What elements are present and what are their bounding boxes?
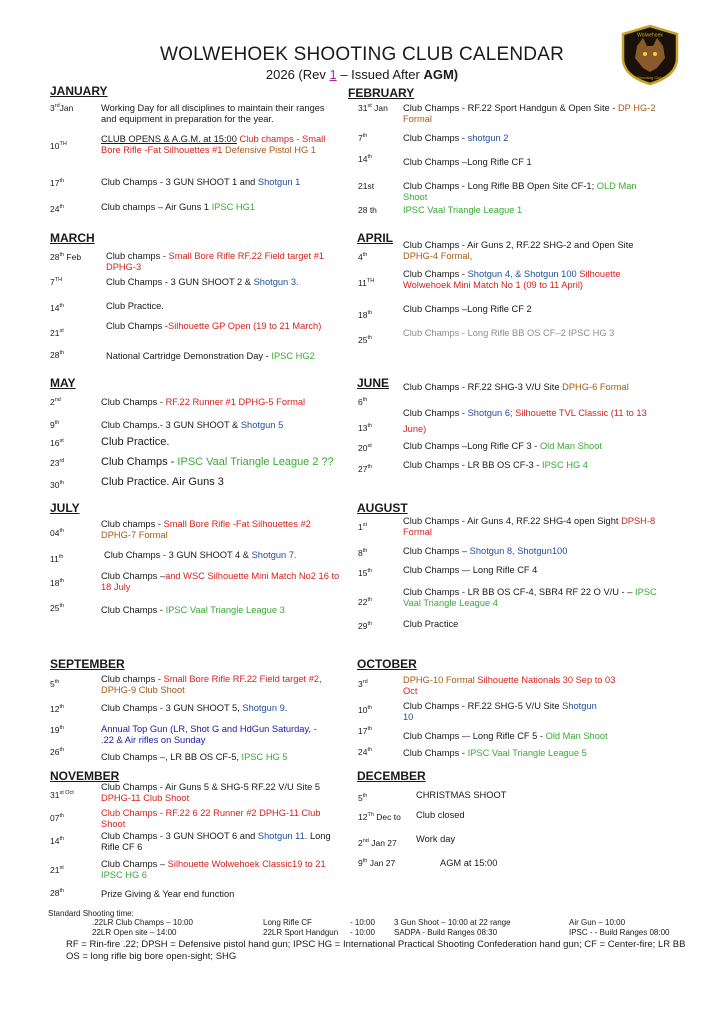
event-text: Club Champs - RF.22 SHG-3 V/U Site DPHG-6 Formal: [403, 382, 629, 392]
event-text: Club Champs - 3 GUN SHOOT 5, Shotgun 9.: [101, 703, 288, 713]
event-text: DPHG-10 Formal Silhouette Nationals 30 Sep to 03 Oct: [403, 675, 616, 696]
event-text: Annual Top Gun (LR, Shot G and HdGun Saturday, - .22 & Air rifles on Sunday: [101, 724, 317, 745]
event-text: Club champs - Small Bore Rifle RF.22 Field target #2, DPHG-9 Club Shoot: [101, 674, 322, 695]
event-text: Prize Giving & Year end function: [101, 889, 235, 899]
footer-time: - 10:00: [350, 918, 375, 927]
subtitle-rev: 1: [329, 67, 337, 82]
event-text: Club Champs - Long Rifle BB OS CF–2 IPSC HG 3: [403, 328, 615, 338]
date: 11TH: [358, 278, 375, 288]
date: 27th: [358, 464, 373, 474]
date: 15th: [358, 568, 373, 578]
date: 12th: [50, 704, 65, 714]
footer-time: 22LR Open site – 14:00: [92, 928, 177, 937]
subtitle-issued: – Issued After: [336, 67, 424, 82]
footer-time: Long Rifle CF: [263, 918, 312, 927]
event-text: Club Champs – Silhouette Wolwehoek Classic19 to 21 IPSC HG 6: [101, 859, 326, 880]
date: 2nd: [50, 397, 61, 407]
month-july: JULY: [50, 501, 80, 515]
event-text: Club champs - Small Bore Rifle -Fat Silhouettes #2 DPHG-7 Formal: [101, 519, 311, 540]
footer-time: - 10:00: [350, 928, 375, 937]
event-text: Club Champs - IPSC Vaal Triangle League 2 ??: [101, 456, 334, 468]
event-text: Club Champs - RF.22 Runner #1 DPHG-5 Formal: [101, 397, 306, 407]
date: 18th: [50, 578, 65, 588]
date: 16st: [50, 438, 64, 448]
event-text: Club Champs –Long Rifle CF 2: [403, 304, 532, 314]
date: 5th: [50, 679, 60, 689]
logo-text-top: Wolwehoek: [637, 32, 663, 39]
month-april: APRIL: [357, 231, 393, 245]
date: 7th: [358, 133, 368, 143]
footer-time: SADPA - Build Ranges 08:30: [394, 928, 498, 937]
logo-text-bottom: Shooting Club: [637, 75, 663, 80]
date: 9th Jan 27: [358, 858, 396, 868]
date: 31st Jan: [358, 103, 388, 113]
event-text: Club Champs –and WSC Silhouette Mini Match No2 16 to 18 July: [101, 571, 340, 592]
month-december: DECEMBER: [357, 769, 426, 783]
event-text: Club Champs - Long Rifle BB Open Site CF-1; OLD Man Shoot: [403, 181, 637, 202]
event-text: Club Champs –- Long Rifle CF 5 - Old Man Shoot: [403, 731, 608, 741]
event-text: Club Champs -Silhouette GP Open (19 to 21 March): [106, 321, 322, 331]
event-text: Club Champs –- Long Rifle CF 4: [403, 565, 538, 575]
event-text: Club Champs - 3 GUN SHOOT 6 and Shotgun 11. Long Rifle CF 6: [101, 831, 331, 852]
month-january: JANUARY: [50, 84, 108, 98]
month-june: JUNE: [357, 376, 390, 390]
subtitle-year: 2026 (Rev: [265, 67, 326, 82]
date: 3rdJan: [50, 103, 74, 113]
page-title: WOLWEHOEK SHOOTING CLUB CALENDAR: [159, 44, 565, 65]
month-march: MARCH: [50, 231, 95, 245]
date: 24th: [358, 747, 373, 757]
event-text: Club Champs - 3 GUN SHOOT 2 & Shotgun 3.: [106, 277, 299, 287]
date: 18th: [358, 310, 373, 320]
date: 24th: [50, 204, 65, 214]
event-text: Club Champs - 3 GUN SHOOT 4 & Shotgun 7.: [104, 550, 297, 560]
event-text: Club Champs – Shotgun 8, Shotgun100: [403, 546, 568, 556]
event-text: Club Champs - RF.22 SHG-5 V/U Site Shotgun 10: [403, 701, 597, 722]
event-text: Club Practice: [403, 619, 459, 629]
date: 2nd Jan 27: [358, 838, 397, 848]
event-text: Club champs - Small Bore Rifle RF.22 Field target #1 DPHG-3: [106, 251, 325, 272]
club-logo: [619, 24, 681, 86]
date: 29th: [358, 621, 373, 631]
date: 19th: [50, 725, 65, 735]
event-text: Working Day for all disciplines to maintain their ranges and equipment in preparation for the year.: [101, 103, 325, 124]
event-text: Club Champs - 3 GUN SHOOT 1 and Shotgun 1: [101, 177, 301, 187]
month-august: AUGUST: [357, 501, 408, 515]
month-may: MAY: [50, 376, 76, 390]
date: 17th: [358, 726, 373, 736]
event-text: Club Champs - LR BB OS CF-4, SBR4 RF 22 O V/U - – IPSC Vaal Triangle League 4: [403, 587, 657, 608]
event-text: Club Champs - IPSC Vaal Triangle League 3: [101, 605, 285, 615]
footer-time: IPSC - - Build Ranges 08:00: [569, 928, 670, 937]
date: 21st: [50, 328, 64, 338]
event-text: Club Champs - IPSC Vaal Triangle League 5: [403, 748, 587, 758]
event-text: Work day: [416, 834, 456, 844]
date: 22th: [358, 597, 373, 607]
event-text: CHRISTMAS SHOOT: [416, 790, 507, 800]
date: 25th: [358, 335, 373, 345]
event-text: IPSC Vaal Triangle League 1: [403, 205, 523, 215]
date: 9th: [50, 420, 60, 430]
event-text: Club Champs - RF.22 Sport Handgun & Open Site - DP HG-2 Formal: [403, 103, 656, 124]
date: 12Th Dec to: [358, 812, 401, 822]
event-text: National Cartridge Demonstration Day - IPSC HG2: [106, 351, 315, 361]
month-february: FEBRUARY: [348, 86, 415, 100]
date: 26th: [50, 747, 65, 757]
date: 30th: [50, 480, 65, 490]
event-text: Club Champs –Long Rifle CF 1: [403, 157, 532, 167]
date: 28th: [50, 888, 65, 898]
footer-time: .22LR Club Champs – 10:00: [92, 918, 193, 927]
event-text: Club Champs –Long Rifle CF 3 - Old Man Shoot: [403, 441, 602, 451]
month-october: OCTOBER: [357, 657, 417, 671]
footer-heading: Standard Shooting time:: [48, 909, 134, 918]
event-text: Club Champs - shotgun 2: [403, 133, 509, 143]
footer-time: 22LR Sport Handgun: [263, 928, 339, 937]
event-text: AGM at 15:00: [440, 858, 498, 868]
footer-time: Air Gun – 10:00: [569, 918, 626, 927]
event-text: Club Practice. Air Guns 3: [101, 476, 224, 488]
event-text: Club closed: [416, 810, 465, 820]
event-text: Club Champs - RF.22 6 22 Runner #2 DPHG-11 Club Shoot: [101, 808, 321, 829]
event-text: Club Champs.- 3 GUN SHOOT & Shotgun 5: [101, 420, 284, 430]
date: 1st: [358, 522, 368, 532]
event-text: Club Champs - LR BB OS CF-3 - IPSC HG 4: [403, 460, 588, 470]
date: 11th: [50, 554, 64, 564]
date: $31^{st Oct}$: [50, 790, 74, 800]
date: 8th: [358, 548, 368, 558]
date: 5th: [358, 793, 368, 803]
date: 28th Feb: [50, 252, 82, 262]
date: 20st: [358, 443, 372, 453]
event-text: Club Champs - Air Guns 5 & SHG-5 RF.22 V/U Site 5 DPHG-11 Club Shoot: [101, 782, 321, 803]
date: 04th: [50, 528, 65, 538]
date: 28 th: [358, 205, 377, 215]
event-text: Club Champs - Shotgun 4, & Shotgun 100 Silhouette Wolwehoek Mini Match No 1 (09 to 11 April): [403, 269, 621, 290]
date: 13th: [358, 423, 373, 433]
date: 14th: [50, 836, 65, 846]
event-text: Club Practice.: [106, 301, 164, 311]
subtitle-agm: AGM): [423, 67, 459, 82]
event-text: CLUB OPENS & A.G.M. at 15:00 Club champs - Small Bore Rifle -Fat Silhouettes #1 Defensive Pistol HG 1: [101, 134, 326, 155]
page-subtitle: [0, 67, 724, 82]
date: 14th: [50, 303, 65, 313]
date: 4th: [358, 252, 368, 262]
month-november: NOVEMBER: [50, 769, 120, 783]
date: 21st: [358, 181, 375, 191]
event-text: Club Champs –, LR BB OS CF-5, IPSC HG 5: [101, 752, 288, 762]
event-text: Club Practice.: [101, 436, 170, 448]
date: 6th: [358, 397, 368, 407]
abbreviation-legend: RF = Rin-fire .22; DPSH = Defensive pistol hand gun; IPSC HG = International Practical Shooting Confederation hand gun; CF = Center-fire; LR BB OS = long rifle big bore open-sight; SHG: [66, 939, 686, 962]
event-text: Club Champs - Air Guns 2, RF.22 SHG-2 and Open Site DPHG-4 Formal,: [403, 240, 634, 261]
date: 7TH: [50, 277, 63, 287]
date: 10TH: [50, 141, 67, 151]
date: 28th: [50, 350, 65, 360]
date: 14th: [358, 154, 373, 164]
date: 21st: [50, 865, 64, 875]
date: 10th: [358, 705, 373, 715]
event-text: Club Champs - Air Guns 4, RF.22 SHG-4 open Sight DPSH-8 Formal: [403, 516, 656, 537]
event-text: Club champs – Air Guns 1 IPSC HG1: [101, 202, 255, 212]
date: 07th: [50, 813, 65, 823]
event-text: Club Champs - Shotgun 6; Silhouette TVL Classic (11 to 13 June): [403, 408, 647, 434]
footer-time: 3 Gun Shoot – 10:00 at 22 range: [394, 918, 511, 927]
date: 23rd: [50, 458, 65, 468]
date: 17th: [50, 178, 65, 188]
date: 3rd: [358, 679, 368, 689]
month-september: SEPTEMBER: [50, 657, 125, 671]
date: 25th: [50, 603, 65, 613]
